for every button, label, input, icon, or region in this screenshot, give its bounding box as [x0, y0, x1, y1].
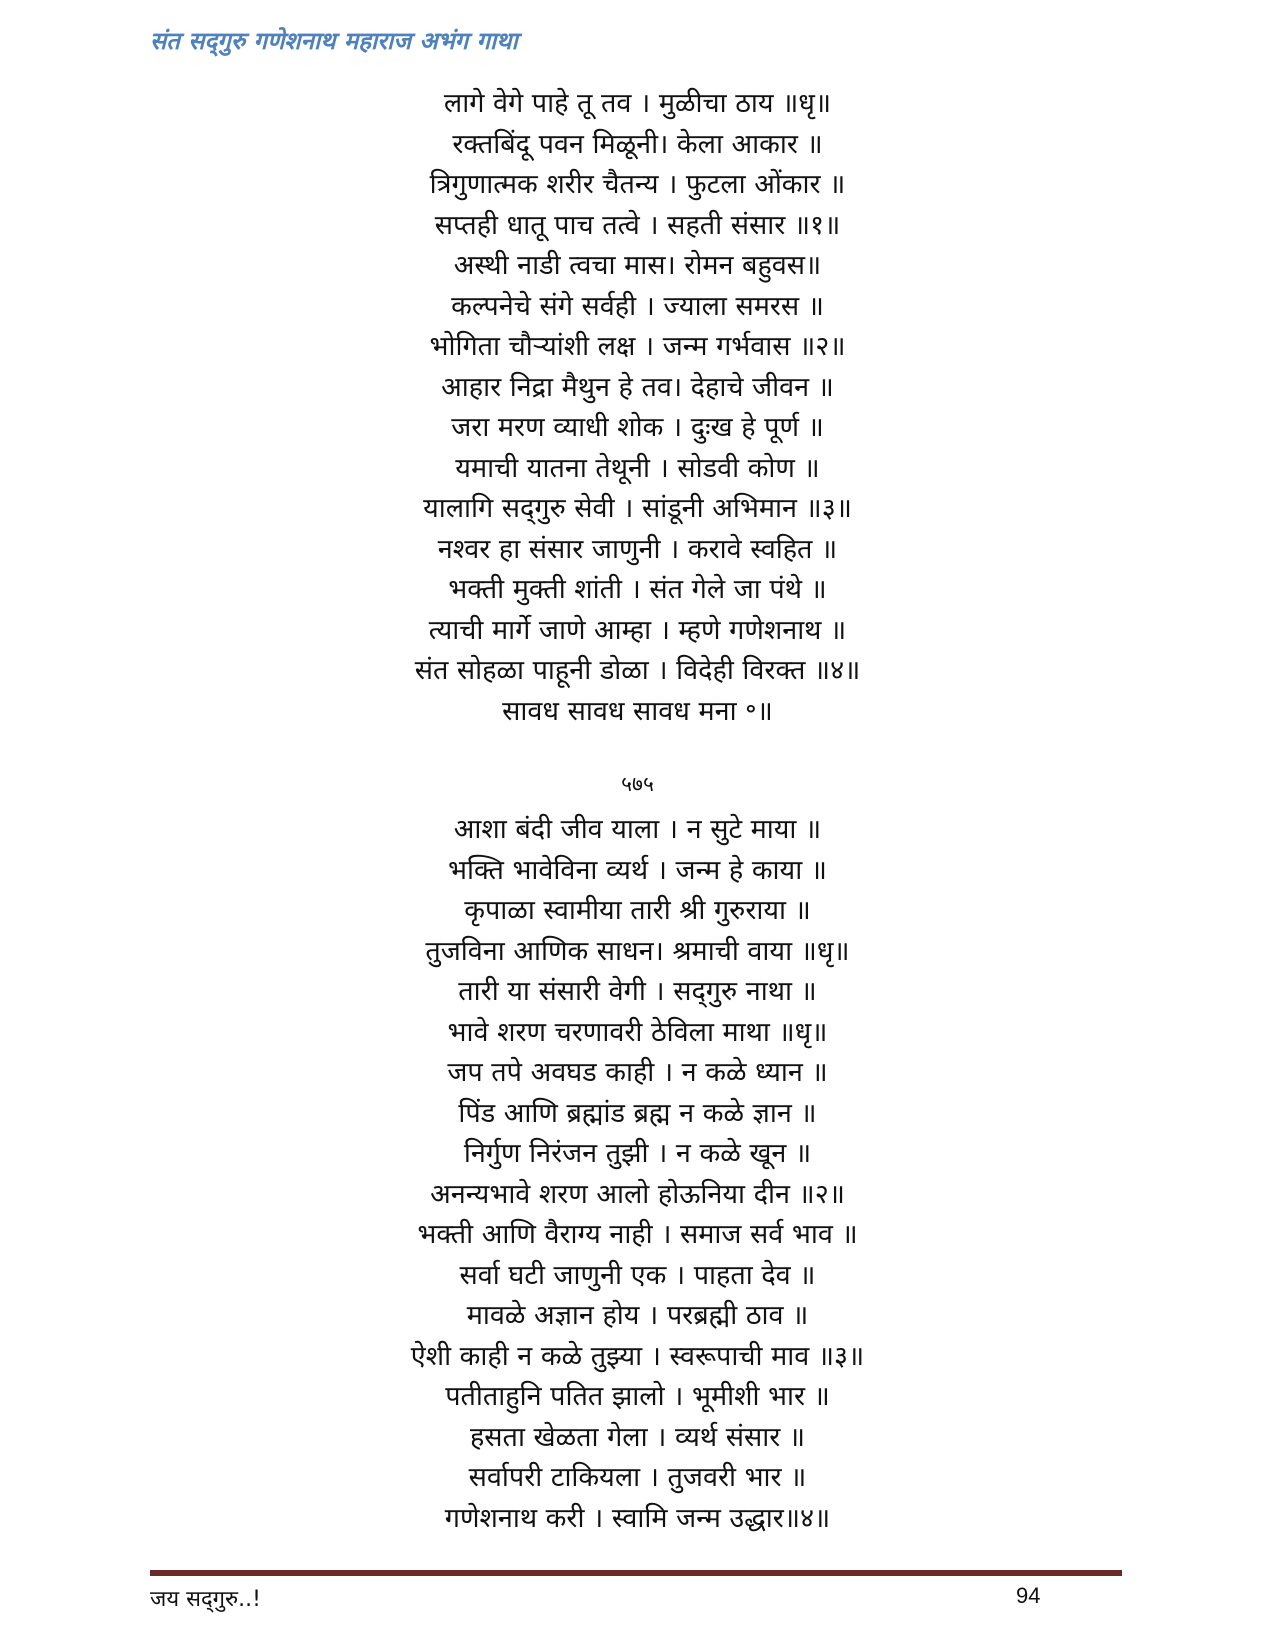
verse-line: पतीताहुनि पतित झालो । भूमीशी भार ॥ — [445, 1381, 830, 1412]
verse-line: त्याची मार्गे जाणे आम्हा । म्हणे गणेशनाथ ॥ — [428, 614, 847, 646]
verse-line: पिंड आणि ब्रह्मांड ब्रह्म न कळे ज्ञान ॥ — [458, 1097, 817, 1129]
verse-line: आशा बंदी जीव याला । न सुटे माया ॥ — [453, 814, 822, 845]
verse-line: कृपाळा स्वामीया तारी श्री गुरुराया ॥ — [464, 895, 811, 926]
verse-line: यालागि सद्‌गुरु सेवी । सांडूनी अभिमान ॥३॥ — [423, 493, 852, 524]
verse-line: मावळे अज्ञान होय । परब्रह्मी ठाव ॥ — [466, 1300, 809, 1331]
verse-line: सावध सावध सावध मना ॰॥ — [502, 695, 773, 727]
verse-line: यमाची यातना तेथूनी । सोडवी कोण ॥ — [455, 452, 820, 484]
verse-line: तुजविना आणिक साधन। श्रमाची वाया ॥धृ॥ — [425, 935, 850, 967]
verse-line: भोगिता चौऱ्यांशी लक्ष । जन्म गर्भवास ॥२॥ — [429, 331, 846, 362]
footer-rule — [150, 1570, 1122, 1576]
verse-line: ऐशी काही न कळे तुझ्या । स्वरूपाची माव ॥३॥ — [410, 1340, 865, 1372]
verse-line: निर्गुण निरंजन तुझी । न कळे खून ॥ — [463, 1138, 812, 1169]
verse-line: रक्तबिंदू पवन मिळूनी। केला आकार ॥ — [452, 128, 823, 160]
verse-line: भक्ति भावेविना व्यर्थ । जन्म हे काया ॥ — [448, 854, 827, 886]
running-header: संत सद्‌गुरु गणेशनाथ महाराज अभंग गाथा — [150, 27, 518, 55]
verse-line: तारी या संसारी वेगी । सद्‌गुरु नाथा ॥ — [458, 976, 817, 1007]
verse-line: जरा मरण व्याधी शोक । दुःख हे पूर्ण ॥ — [451, 412, 824, 443]
verse-line: सर्वापरी टाकियला । तुजवरी भार ॥ — [468, 1462, 807, 1493]
verse-line: त्रिगुणात्मक शरीर चैतन्य । फुटला ओंकार ॥ — [429, 169, 846, 200]
page-number: 94 — [1016, 1583, 1041, 1608]
verse-line: भक्ती आणि वैराग्य नाही । समाज सर्व भाव ॥ — [417, 1219, 858, 1250]
verse-line: नश्वर हा संसार जाणुनी । करावे स्वहित ॥ — [437, 533, 838, 565]
verse-line: अनन्यभावे शरण आलो होऊनिया दीन ॥२॥ — [430, 1178, 845, 1210]
verse-line: आहार निद्रा मैथुन हे तव। देहाचे जीवन ॥ — [441, 371, 834, 403]
verse-line: भक्ती मुक्ती शांती । संत गेले जा पंथे ॥ — [448, 574, 827, 605]
verse-line: कल्पनेचे संगे सर्वही । ज्याला समरस ॥ — [451, 290, 824, 322]
verse-line: संत सोहळा पाहूनी डोळा । विदेही विरक्त ॥४॥ — [414, 655, 861, 686]
poem-first — [0, 84, 1275, 732]
verse-line: गणेशनाथ करी । स्वामि जन्म उद्धार॥४॥ — [444, 1502, 831, 1534]
poem-second — [0, 810, 1275, 1539]
verse-line: सप्तही धातू पाच तत्वे । सहती संसार ॥१॥ — [434, 209, 841, 241]
verse-line: लागे वेगे पाहे तू तव । मुळीचा ठाय ॥धृ॥ — [443, 88, 832, 119]
verse-line: सर्वा घटी जाणुनी एक । पाहता देव ॥ — [459, 1259, 816, 1291]
poem-number: ५७५ — [621, 772, 654, 796]
footer-text: जय सद्‌गुरु..! — [150, 1587, 261, 1612]
verse-line: हसता खेळता गेला । व्यर्थ संसार ॥ — [469, 1421, 806, 1453]
verse-line: भावे शरण चरणावरी ठेविला माथा ॥धृ॥ — [447, 1016, 828, 1048]
verse-line: जप तपे अवघड काही । न कळे ध्यान ॥ — [447, 1057, 828, 1088]
verse-line: अस्थी नाडी त्वचा मास। रोमन बहुवस॥ — [453, 250, 822, 281]
